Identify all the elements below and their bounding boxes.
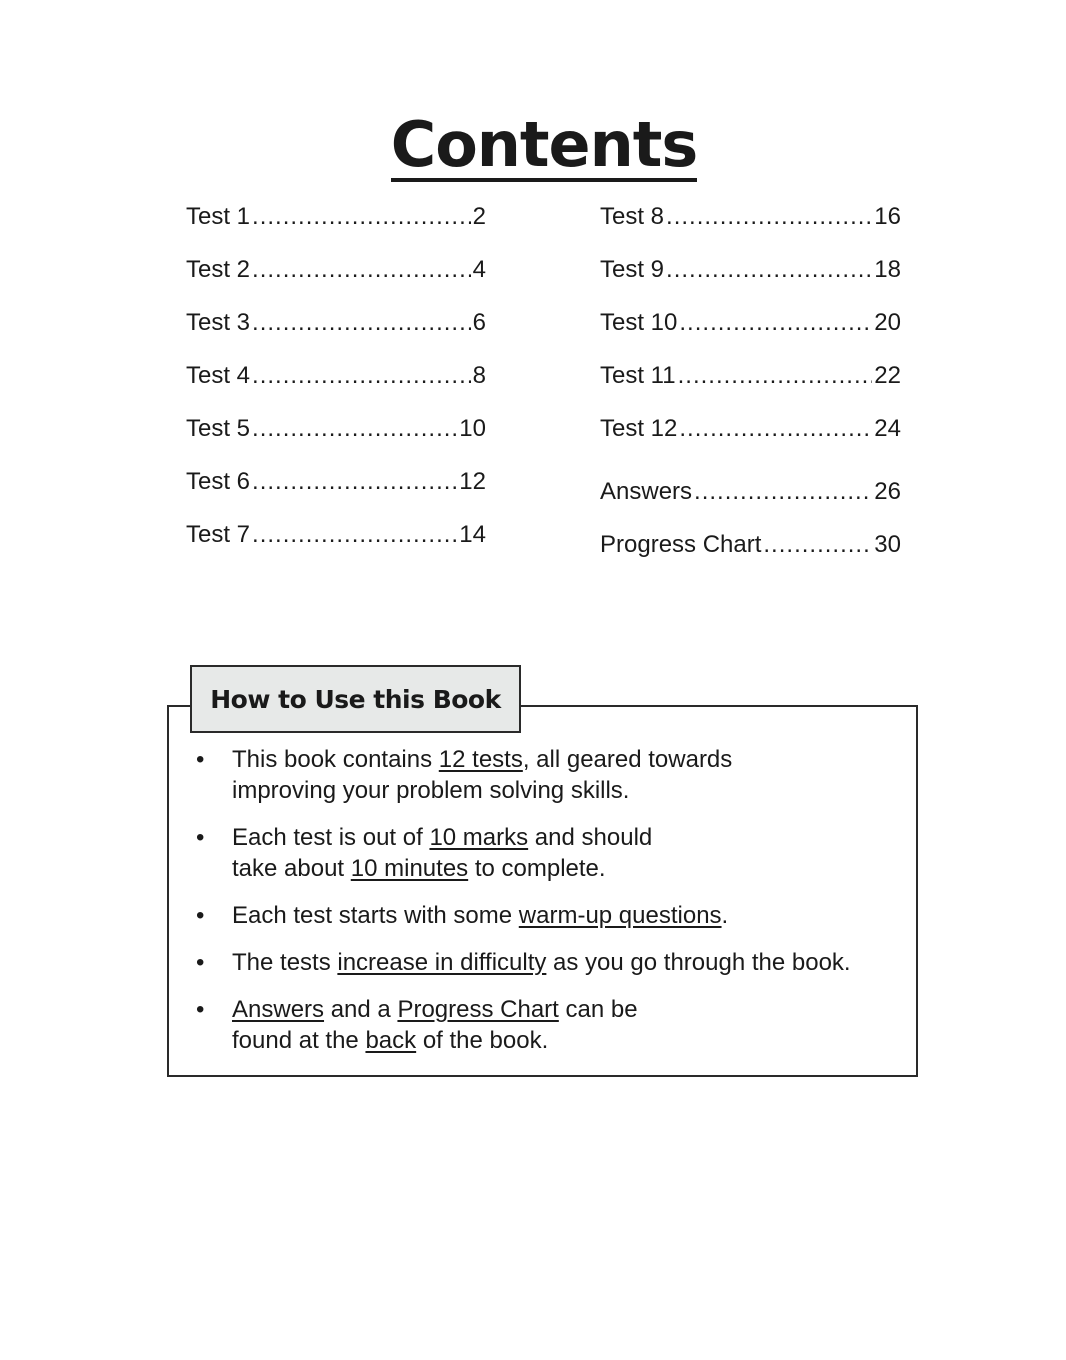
toc-entry-label: Test 10 — [600, 309, 678, 336]
toc-dot-leader — [252, 357, 471, 395]
toc-dot-leader — [252, 304, 471, 342]
text-segment: and a — [324, 996, 398, 1023]
toc-entry-page-number: 6 — [472, 309, 486, 336]
how-to-list-item-text — [232, 822, 652, 884]
text-segment: of the book. — [416, 1027, 549, 1054]
toc-entry[interactable] — [186, 198, 486, 251]
how-to-list-item — [196, 744, 906, 806]
toc-entry-page-number: 12 — [459, 468, 486, 495]
toc-column-left — [186, 198, 486, 569]
toc-entry[interactable] — [600, 410, 901, 463]
emphasized-text: Progress Chart — [397, 996, 559, 1023]
toc-entry[interactable] — [600, 473, 901, 526]
toc-entry-label: Test 2 — [186, 256, 251, 283]
toc-entry-label: Test 7 — [186, 521, 251, 548]
toc-entry-page-number: 22 — [874, 362, 901, 389]
bullet-icon: • — [196, 746, 205, 773]
text-segment: and should — [528, 824, 653, 851]
text-segment: The tests — [232, 949, 338, 976]
text-segment: This book contains — [232, 746, 439, 773]
toc-entry[interactable] — [600, 526, 901, 579]
toc-entry-page-number: 4 — [472, 256, 486, 283]
toc-entry[interactable] — [186, 357, 486, 410]
toc-entry[interactable] — [600, 304, 901, 357]
toc-entry-page-number: 2 — [472, 203, 486, 230]
text-segment: improving your problem solving skills. — [232, 777, 630, 804]
toc-entry-page-number: 18 — [874, 256, 901, 283]
page-title-text: Contents — [390, 107, 698, 181]
toc-dot-leader — [252, 198, 471, 236]
toc-entry-label: Test 3 — [186, 309, 251, 336]
emphasized-text: increase in difficulty — [337, 949, 547, 976]
toc-entry[interactable] — [186, 516, 486, 569]
toc-dot-leader — [679, 410, 872, 448]
how-to-list-item — [196, 900, 906, 931]
toc-entry-page-number: 20 — [874, 309, 901, 336]
bullet-icon: • — [196, 824, 205, 851]
emphasized-text: 12 tests — [438, 746, 523, 773]
toc-entry-page-number: 8 — [472, 362, 486, 389]
toc-entry-label: Test 11 — [600, 362, 676, 389]
text-segment: can be — [558, 996, 638, 1023]
toc-entry-label: Test 12 — [600, 415, 678, 442]
text-segment: as you go through the book. — [546, 949, 851, 976]
toc-entry-label: Test 5 — [186, 415, 251, 442]
how-to-list-item — [196, 822, 906, 884]
toc-entry-label: Progress Chart — [600, 531, 762, 558]
text-segment: Each test starts with some — [232, 902, 519, 929]
toc-entry-page-number: 30 — [874, 531, 901, 558]
emphasized-text: 10 marks — [429, 824, 529, 851]
how-to-use-heading — [190, 665, 521, 733]
toc-dot-leader — [763, 526, 872, 564]
emphasized-text: back — [365, 1027, 417, 1054]
toc-entry-label: Test 1 — [186, 203, 251, 230]
page-title — [0, 107, 1066, 182]
emphasized-text: Answers — [232, 996, 325, 1023]
toc-entry-page-number: 24 — [874, 415, 901, 442]
toc-entry-page-number: 10 — [459, 415, 486, 442]
toc-entry[interactable] — [186, 463, 486, 516]
text-segment: . — [721, 902, 729, 929]
text-segment: found at the — [232, 1027, 366, 1054]
text-segment: Each test is out of — [232, 824, 430, 851]
toc-dot-leader — [252, 516, 457, 554]
toc-dot-leader — [678, 357, 873, 395]
toc-dot-leader — [252, 410, 457, 448]
bullet-icon: • — [196, 949, 205, 976]
bullet-icon: • — [196, 996, 205, 1023]
toc-entry-label: Test 4 — [186, 362, 251, 389]
text-segment: to complete. — [468, 855, 606, 882]
toc-entry[interactable] — [600, 198, 901, 251]
how-to-list-item-text — [232, 900, 728, 931]
emphasized-text: 10 minutes — [350, 855, 469, 882]
toc-entry[interactable] — [600, 251, 901, 304]
toc-dot-leader — [679, 304, 872, 342]
bullet-icon: • — [196, 902, 205, 929]
how-to-list-item — [196, 994, 906, 1056]
toc-entry-label: Test 8 — [600, 203, 665, 230]
toc-entry-page-number: 16 — [874, 203, 901, 230]
toc-entry-page-number: 14 — [459, 521, 486, 548]
toc-dot-leader — [666, 251, 872, 289]
how-to-use-heading-text: How to Use this Book — [210, 684, 501, 714]
toc-entry-label: Answers — [600, 478, 693, 505]
toc-entry[interactable] — [186, 251, 486, 304]
toc-dot-leader — [666, 198, 872, 236]
toc-entry[interactable] — [186, 410, 486, 463]
toc-entry-page-number: 26 — [874, 478, 901, 505]
toc-entry-label: Test 9 — [600, 256, 665, 283]
how-to-list-item-text — [232, 947, 851, 978]
text-segment: , all geared towards — [522, 746, 733, 773]
toc-column-right — [600, 198, 901, 579]
how-to-list-item-text — [232, 744, 732, 806]
toc-entry[interactable] — [186, 304, 486, 357]
toc-dot-leader — [252, 463, 457, 501]
toc-dot-leader — [252, 251, 471, 289]
toc-dot-leader — [694, 473, 872, 511]
how-to-list-item-text — [232, 994, 638, 1056]
emphasized-text: warm-up questions — [518, 902, 722, 929]
text-segment: take about — [232, 855, 351, 882]
toc-entry[interactable] — [600, 357, 901, 410]
how-to-list-item — [196, 947, 906, 978]
toc-entry-label: Test 6 — [186, 468, 251, 495]
how-to-use-list — [196, 744, 906, 1072]
